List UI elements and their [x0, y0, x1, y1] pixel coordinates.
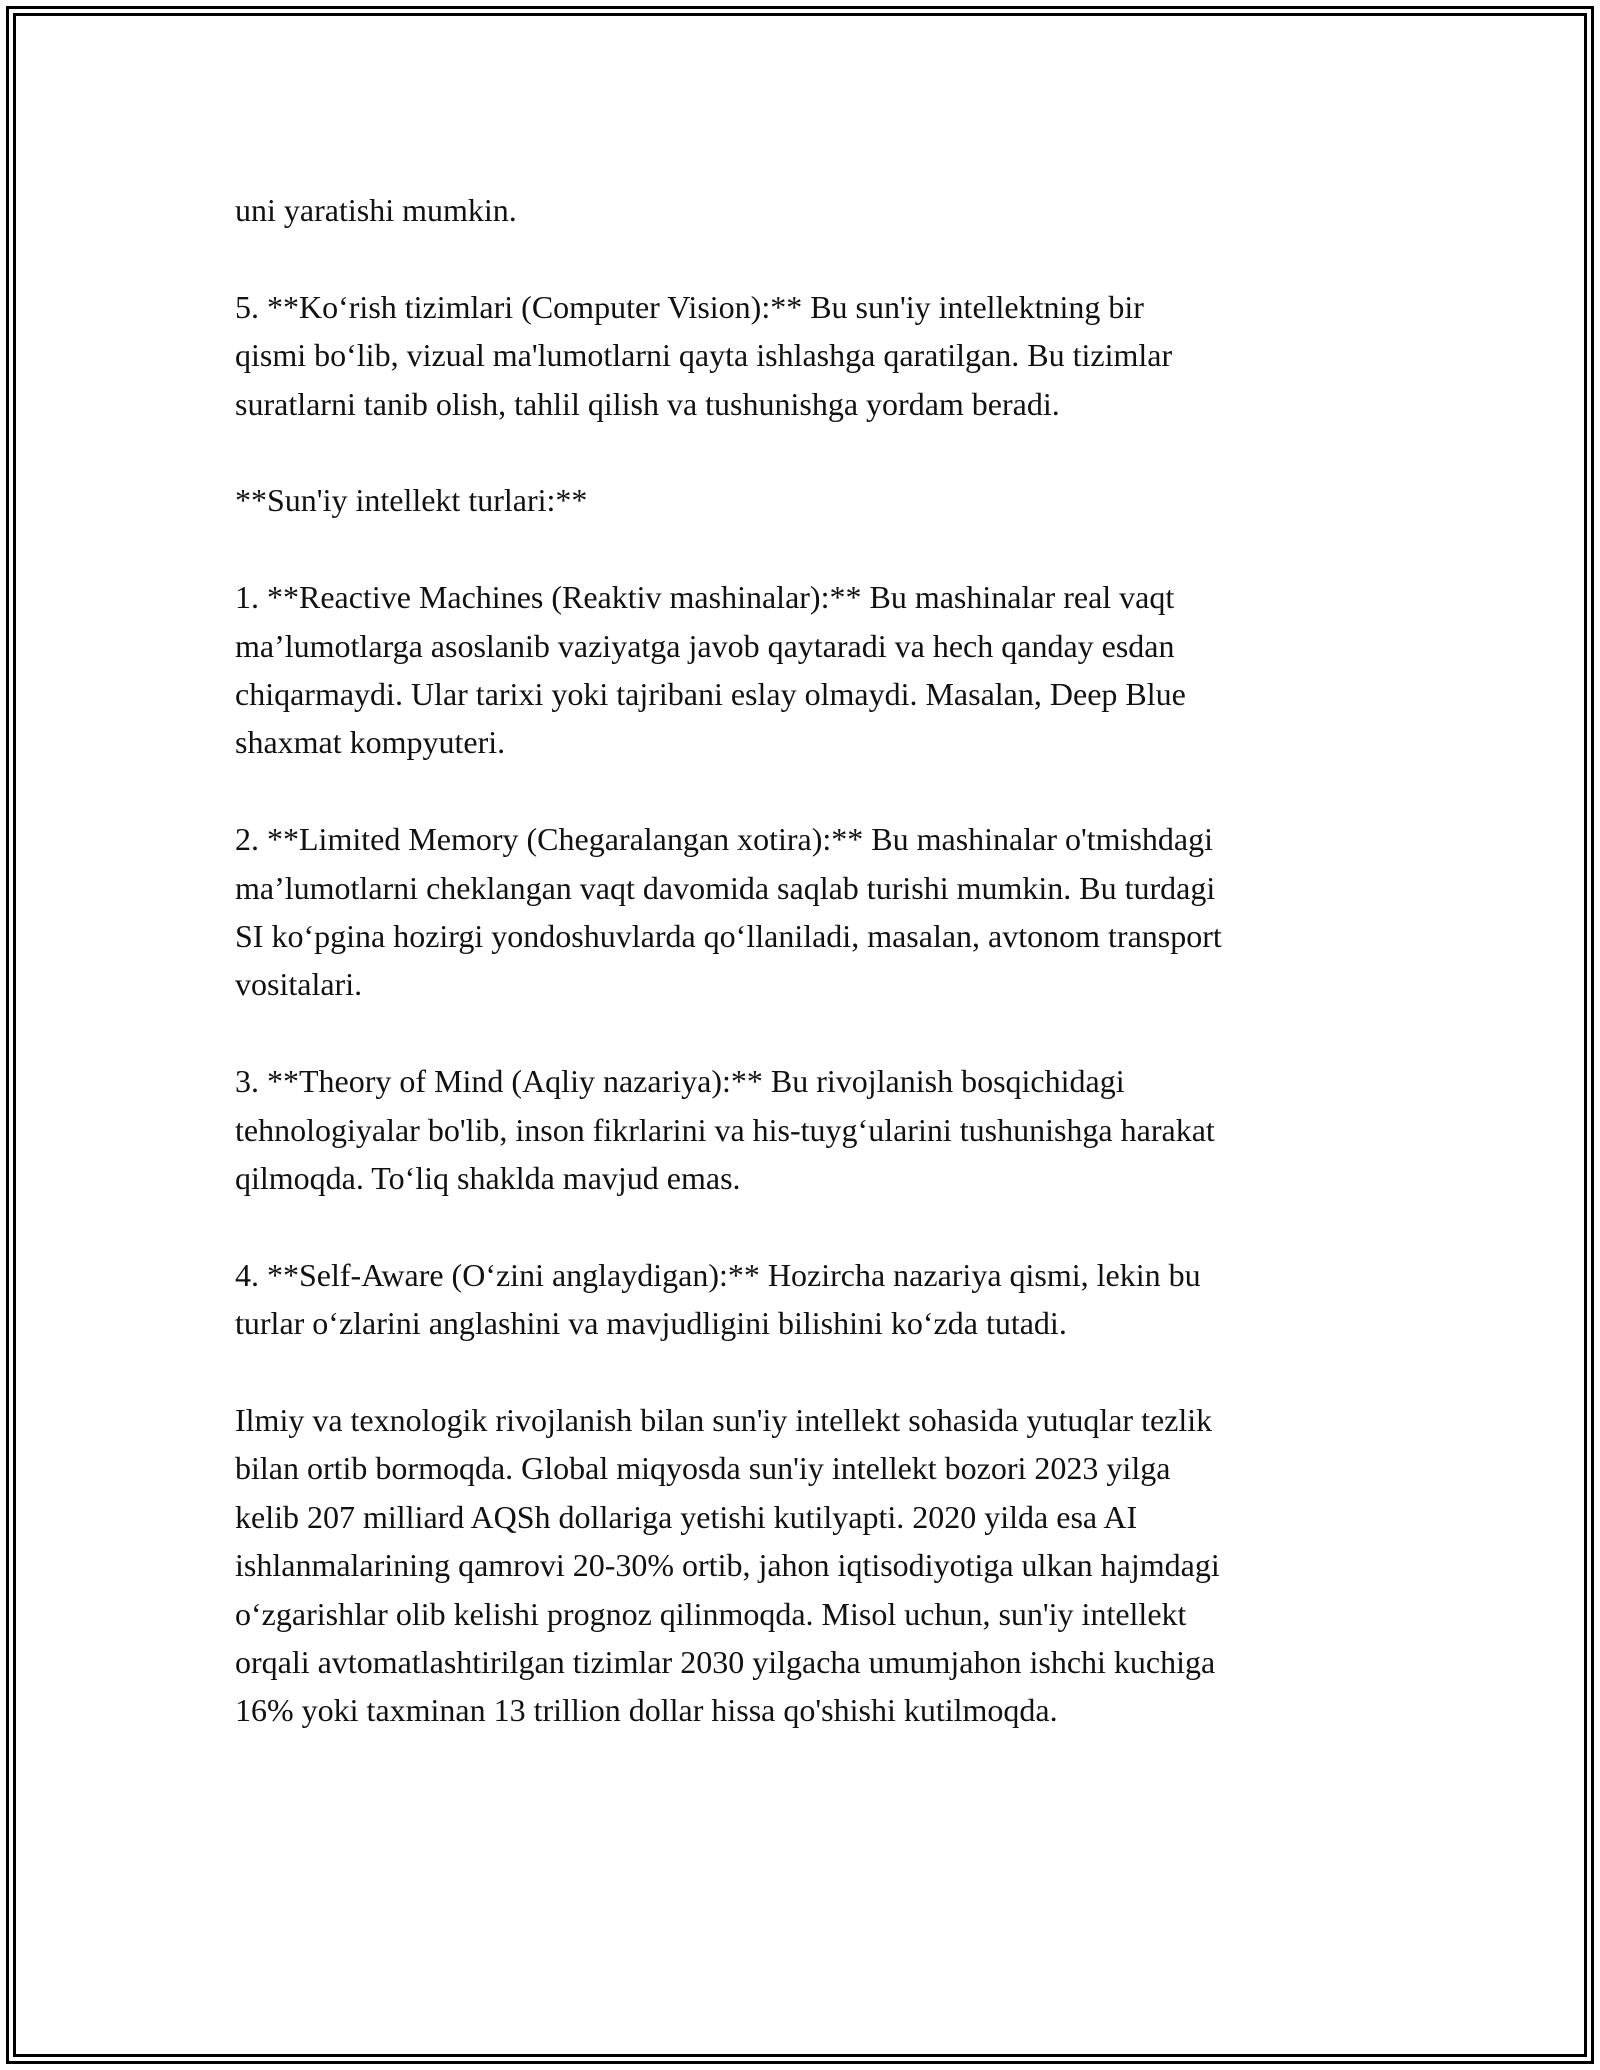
paragraph-reactive-machines: 1. **Reactive Machines (Reaktiv mashinalar):** Bu mashinalar real vaqt ma’lumotlarga asoslanib vaziyatga javob qaytaradi va hech qanday esdan chiqarmaydi. Ular tarixi yoki tajribani eslay olmaydi. Masalan, Deep Blue shaxmat kompyuteri. [235, 579, 1186, 761]
paragraph-continuation: uni yaratishi mumkin. [235, 192, 517, 228]
document-body [235, 186, 1375, 1735]
paragraph-self-aware: 4. **Self-Aware (O‘zini anglaydigan):** Hozircha nazariya qismi, lekin bu turlar o‘zlarini anglashini va mavjudligini bilishini ko‘zda tutadi. [235, 1256, 1201, 1342]
section-heading-ai-types: **Sun'iy intellekt turlari:** [235, 482, 588, 519]
paragraph-computer-vision: 5. **Ko‘rish tizimlari (Computer Vision):** Bu sun'iy intellektning bir qismi bo‘lib, vizual ma'lumotlarni qayta ishlashga qaratilgan. Bu tizimlar suratlarni tanib olish, tahlil qilish va tushunishga yordam beradi. [235, 288, 1173, 422]
paragraph-limited-memory: 2. **Limited Memory (Chegaralangan xotira):** Bu mashinalar o'tmishdagi ma’lumotlarni cheklangan vaqt davomida saqlab turishi mumkin. Bu turdagi SI ko‘pgina hozirgi yondoshuvlarda qo‘llaniladi, masalan, avtonom transport vositalari. [235, 821, 1222, 1003]
paragraph-market-outlook: Ilmiy va texnologik rivojlanish bilan sun'iy intellekt sohasida yutuqlar tezlik bilan ortib bormoqda. Global miqyosda sun'iy intellekt bozori 2023 yilga kelib 207 milliard AQSh dollariga yetishi kutilyapti. 2020 yilda esa AI ishlanmalarining qamrovi 20-30% ortib, jahon iqtisodiyotiga ulkan hajmdagi o‘zgarishlar olib kelishi prognoz qilinmoqda. Misol uchun, sun'iy intellekt orqali avtomatlashtirilgan tizimlar 2030 yilgacha umumjahon ishchi kuchiga 16% yoki taxminan 13 trillion dollar hissa qo'shishi kutilmoqda. [235, 1402, 1220, 1729]
paragraph-theory-of-mind: 3. **Theory of Mind (Aqliy nazariya):** Bu rivojlanish bosqichidagi tehnologiyalar bo'lib, inson fikrlarini va his-tuyg‘ularini tushunishga harakat qilmoqda. To‘liq shaklda mavjud emas. [235, 1063, 1215, 1197]
